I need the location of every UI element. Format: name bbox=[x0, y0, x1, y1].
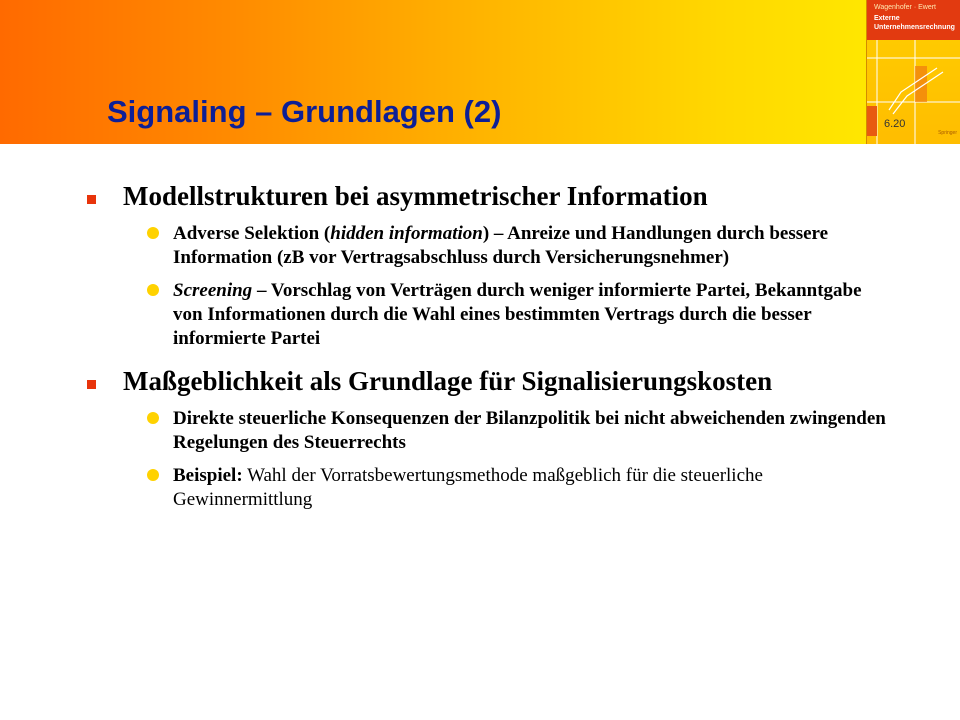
round-bullet bbox=[147, 469, 159, 481]
book-publisher-logo: Springer bbox=[938, 130, 957, 136]
list-item-text bbox=[173, 222, 890, 270]
text-run: – Vorschlag von Verträgen durch weniger informierte Partei, Bekanntgabe von Informationen durch die Wahl eines bestimmten Vertrags durch die besser informierte Partei bbox=[173, 280, 862, 349]
slide-number: 6.20 bbox=[884, 118, 906, 130]
round-bullet bbox=[147, 284, 159, 296]
list-item-tax-consequences bbox=[0, 407, 960, 455]
book-title-line2: Unternehmensrechnung bbox=[874, 24, 955, 31]
book-cover-graphic bbox=[867, 40, 960, 144]
list-item-text: Direkte steuerliche Konsequenzen der Bilanzpolitik bei nicht abweichenden zwingenden Regelungen des Steuerrechts bbox=[173, 408, 886, 453]
list-item-screening bbox=[0, 279, 960, 351]
list-item-adverse-selection bbox=[0, 222, 960, 270]
text-run: ) – Anreize und Handlungen durch bessere Information (zB vor Vertragsabschluss durch Versicherungsnehmer) bbox=[173, 223, 829, 268]
italic-term: hidden information bbox=[330, 223, 483, 244]
section-heading: Maßgeblichkeit als Grundlage für Signalisierungskosten bbox=[123, 366, 773, 396]
text-run: Wahl der Vorratsbewertungsmethode maßgeblich für die steuerliche Gewinnermittlung bbox=[173, 465, 763, 510]
slide-title: Signaling – Grundlagen (2) bbox=[107, 94, 502, 129]
slide-content bbox=[0, 180, 960, 512]
book-cover-image bbox=[866, 0, 960, 144]
list-item-text bbox=[173, 279, 890, 351]
book-cover-header bbox=[867, 0, 960, 40]
list-item-text bbox=[173, 464, 890, 512]
italic-term: Screening bbox=[173, 280, 253, 301]
section-asymmetric-information bbox=[0, 180, 960, 212]
square-bullet bbox=[87, 195, 96, 204]
round-bullet bbox=[147, 227, 159, 239]
section-heading: Modellstrukturen bei asymmetrischer Information bbox=[123, 181, 708, 211]
square-bullet bbox=[87, 380, 96, 389]
book-authors: Wagenhofer · Ewert bbox=[874, 4, 936, 11]
book-title-line1: Externe bbox=[874, 15, 900, 22]
section-massgeblichkeit bbox=[0, 365, 960, 397]
text-run: Adverse Selektion ( bbox=[173, 223, 331, 244]
book-title bbox=[874, 14, 960, 32]
list-item-example bbox=[0, 464, 960, 512]
example-label: Beispiel: bbox=[173, 465, 243, 486]
round-bullet bbox=[147, 412, 159, 424]
